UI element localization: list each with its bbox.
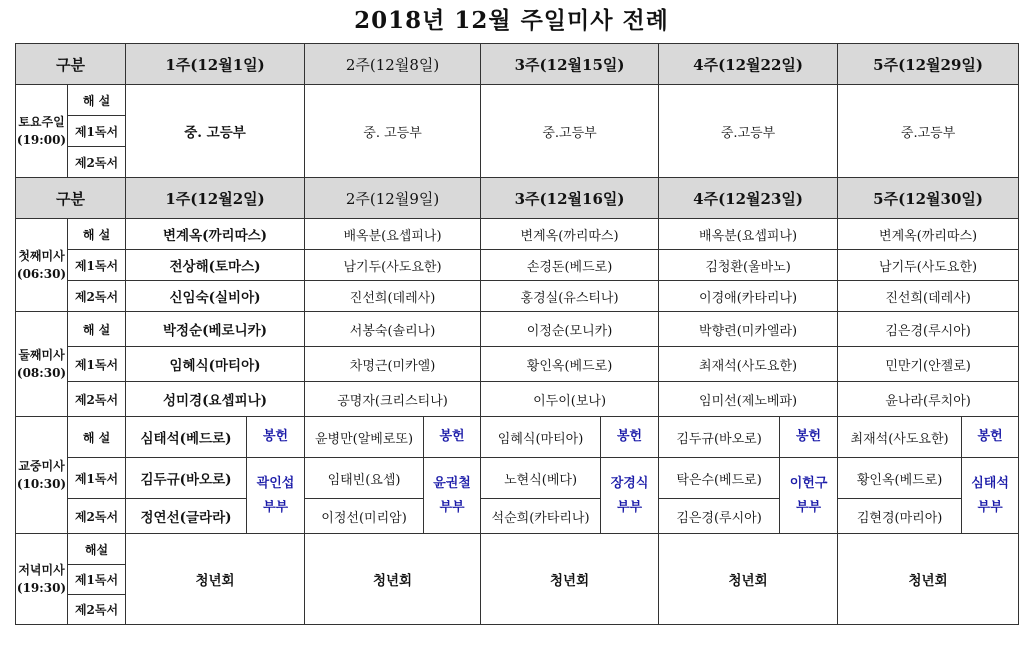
assignment-cell: 전상해(토마스) — [126, 250, 305, 281]
first-mass-label — [16, 219, 68, 312]
assignment-cell: 배옥분(요셉피나) — [305, 219, 481, 250]
assignment-cell: 신임숙(실비아) — [126, 281, 305, 312]
assignment-cell: 탁은수(베드로) — [659, 458, 780, 499]
main-mass-label — [16, 417, 68, 534]
assignment-cell: 배옥분(요셉피나) — [659, 219, 838, 250]
assignment-cell: 임미선(제노베파) — [659, 382, 838, 417]
offering-name: 윤권철 — [433, 475, 471, 491]
role-haeseol: 해설 — [68, 534, 126, 565]
offering-suffix: 부부 — [977, 499, 1003, 515]
offering-name: 장경식 — [610, 475, 649, 491]
saturday-cell: 중.고등부 — [481, 85, 659, 178]
sun-week-5: 5주(12월30일) — [838, 178, 1019, 219]
offering-label: 봉헌 — [601, 417, 659, 458]
main-mass-time: (10:30) — [16, 477, 67, 491]
assignment-cell: 김현경(마리아) — [838, 499, 962, 534]
offering-family — [247, 458, 305, 534]
assignment-cell: 황인옥(베드로) — [481, 347, 659, 382]
saturday-mass-label — [16, 85, 68, 178]
offering-suffix: 부부 — [439, 499, 465, 515]
saturday-cell: 중.고등부 — [838, 85, 1019, 178]
evening-cell: 청년회 — [659, 534, 838, 625]
assignment-cell: 김은경(루시아) — [838, 312, 1019, 347]
evening-mass-time: (19:30) — [16, 581, 67, 595]
evening-cell: 청년회 — [481, 534, 659, 625]
offering-family — [780, 458, 838, 534]
role-second-reading: 제2독서 — [68, 382, 126, 417]
second-mass-label — [16, 312, 68, 417]
assignment-cell: 김은경(루시아) — [659, 499, 780, 534]
offering-suffix: 부부 — [796, 499, 822, 515]
sat-week-2: 2주(12월8일) — [305, 44, 481, 85]
offering-name: 심태석 — [971, 475, 1009, 491]
assignment-cell: 손경돈(베드로) — [481, 250, 659, 281]
saturday-mass-name: 토요주일 — [18, 115, 65, 129]
assignment-cell: 박향련(미카엘라) — [659, 312, 838, 347]
assignment-cell: 심태석(베드로) — [126, 417, 247, 458]
offering-suffix: 부부 — [262, 499, 289, 515]
role-first-reading: 제1독서 — [68, 250, 126, 281]
gubun-label: 구분 — [16, 178, 126, 219]
evening-cell: 청년회 — [126, 534, 305, 625]
sun-week-3: 3주(12월16일) — [481, 178, 659, 219]
assignment-cell: 공명자(크리스티나) — [305, 382, 481, 417]
sat-week-1: 1주(12월1일) — [126, 44, 305, 85]
page-title: 2018년 12월 주일미사 전례 — [354, 7, 669, 34]
assignment-cell: 임혜식(마티아) — [481, 417, 601, 458]
assignment-cell: 김두규(바오로) — [126, 458, 247, 499]
offering-family — [601, 458, 659, 534]
role-first-reading: 제1독서 — [68, 116, 126, 147]
second-mass-name: 둘째미사 — [18, 348, 65, 362]
first-mass-name: 첫째미사 — [18, 249, 65, 263]
saturday-header-row — [16, 44, 1019, 85]
assignment-cell: 성미경(요셉피나) — [126, 382, 305, 417]
assignment-cell: 차명근(미카엘) — [305, 347, 481, 382]
assignment-cell: 석순희(카타리나) — [481, 499, 601, 534]
role-second-reading: 제2독서 — [68, 499, 126, 534]
gubun-label: 구분 — [16, 44, 126, 85]
role-haeseol: 해 설 — [68, 417, 126, 458]
offering-name: 이헌구 — [789, 475, 828, 491]
role-haeseol: 해 설 — [68, 219, 126, 250]
assignment-cell: 박정순(베로니카) — [126, 312, 305, 347]
sun-week-4: 4주(12월23일) — [659, 178, 838, 219]
sun-week-2: 2주(12월9일) — [305, 178, 481, 219]
role-first-reading: 제1독서 — [68, 565, 126, 595]
assignment-cell: 윤병만(알베로또) — [305, 417, 424, 458]
assignment-cell: 민만기(안젤로) — [838, 347, 1019, 382]
assignment-cell: 변계옥(까리따스) — [838, 219, 1019, 250]
offering-label: 봉헌 — [962, 417, 1019, 458]
role-first-reading: 제1독서 — [68, 458, 126, 499]
assignment-cell: 임태빈(요셉) — [305, 458, 424, 499]
evening-mass-name: 저녁미사 — [18, 563, 65, 577]
assignment-cell: 정연선(글라라) — [126, 499, 247, 534]
sat-week-4: 4주(12월22일) — [659, 44, 838, 85]
assignment-cell: 변계옥(까리따스) — [481, 219, 659, 250]
offering-suffix: 부부 — [616, 499, 643, 515]
second-mass-time: (08:30) — [16, 366, 67, 380]
assignment-cell: 진선희(데레사) — [305, 281, 481, 312]
assignment-cell: 변계옥(까리따스) — [126, 219, 305, 250]
assignment-cell: 이정선(미리암) — [305, 499, 424, 534]
assignment-cell: 노현식(베다) — [481, 458, 601, 499]
assignment-cell: 김청환(울바노) — [659, 250, 838, 281]
offering-family — [424, 458, 481, 534]
role-haeseol: 해 설 — [68, 85, 126, 116]
sun-week-1: 1주(12월2일) — [126, 178, 305, 219]
saturday-cell: 중. 고등부 — [305, 85, 481, 178]
offering-name: 곽인섭 — [256, 475, 295, 491]
assignment-cell: 김두규(바오로) — [659, 417, 780, 458]
offering-label: 봉헌 — [780, 417, 838, 458]
saturday-cell: 중.고등부 — [659, 85, 838, 178]
saturday-mass-time: (19:00) — [16, 133, 67, 147]
sat-week-5: 5주(12월29일) — [838, 44, 1019, 85]
assignment-cell: 임혜식(마티아) — [126, 347, 305, 382]
role-second-reading: 제2독서 — [68, 595, 126, 625]
assignment-cell: 이경애(카타리나) — [659, 281, 838, 312]
assignment-cell: 윤나라(루치아) — [838, 382, 1019, 417]
assignment-cell: 황인옥(베드로) — [838, 458, 962, 499]
role-first-reading: 제1독서 — [68, 347, 126, 382]
assignment-cell: 서봉숙(솔리나) — [305, 312, 481, 347]
offering-label: 봉헌 — [247, 417, 305, 458]
main-mass-name: 교중미사 — [18, 459, 65, 473]
assignment-cell: 진선희(데레사) — [838, 281, 1019, 312]
role-second-reading: 제2독서 — [68, 147, 126, 178]
assignment-cell: 남기두(사도요한) — [305, 250, 481, 281]
role-second-reading: 제2독서 — [68, 281, 126, 312]
assignment-cell: 최재석(사도요한) — [838, 417, 962, 458]
evening-cell: 청년회 — [305, 534, 481, 625]
evening-mass-label — [16, 534, 68, 625]
offering-family — [962, 458, 1019, 534]
evening-cell: 청년회 — [838, 534, 1019, 625]
assignment-cell: 홍경실(유스티나) — [481, 281, 659, 312]
schedule-table — [15, 43, 1019, 625]
assignment-cell: 이두이(보나) — [481, 382, 659, 417]
assignment-cell: 최재석(사도요한) — [659, 347, 838, 382]
assignment-cell: 이정순(모니카) — [481, 312, 659, 347]
offering-label: 봉헌 — [424, 417, 481, 458]
sunday-header-row — [16, 178, 1019, 219]
first-mass-time: (06:30) — [16, 267, 67, 281]
sat-week-3: 3주(12월15일) — [481, 44, 659, 85]
assignment-cell: 남기두(사도요한) — [838, 250, 1019, 281]
saturday-cell: 중. 고등부 — [126, 85, 305, 178]
role-haeseol: 해 설 — [68, 312, 126, 347]
